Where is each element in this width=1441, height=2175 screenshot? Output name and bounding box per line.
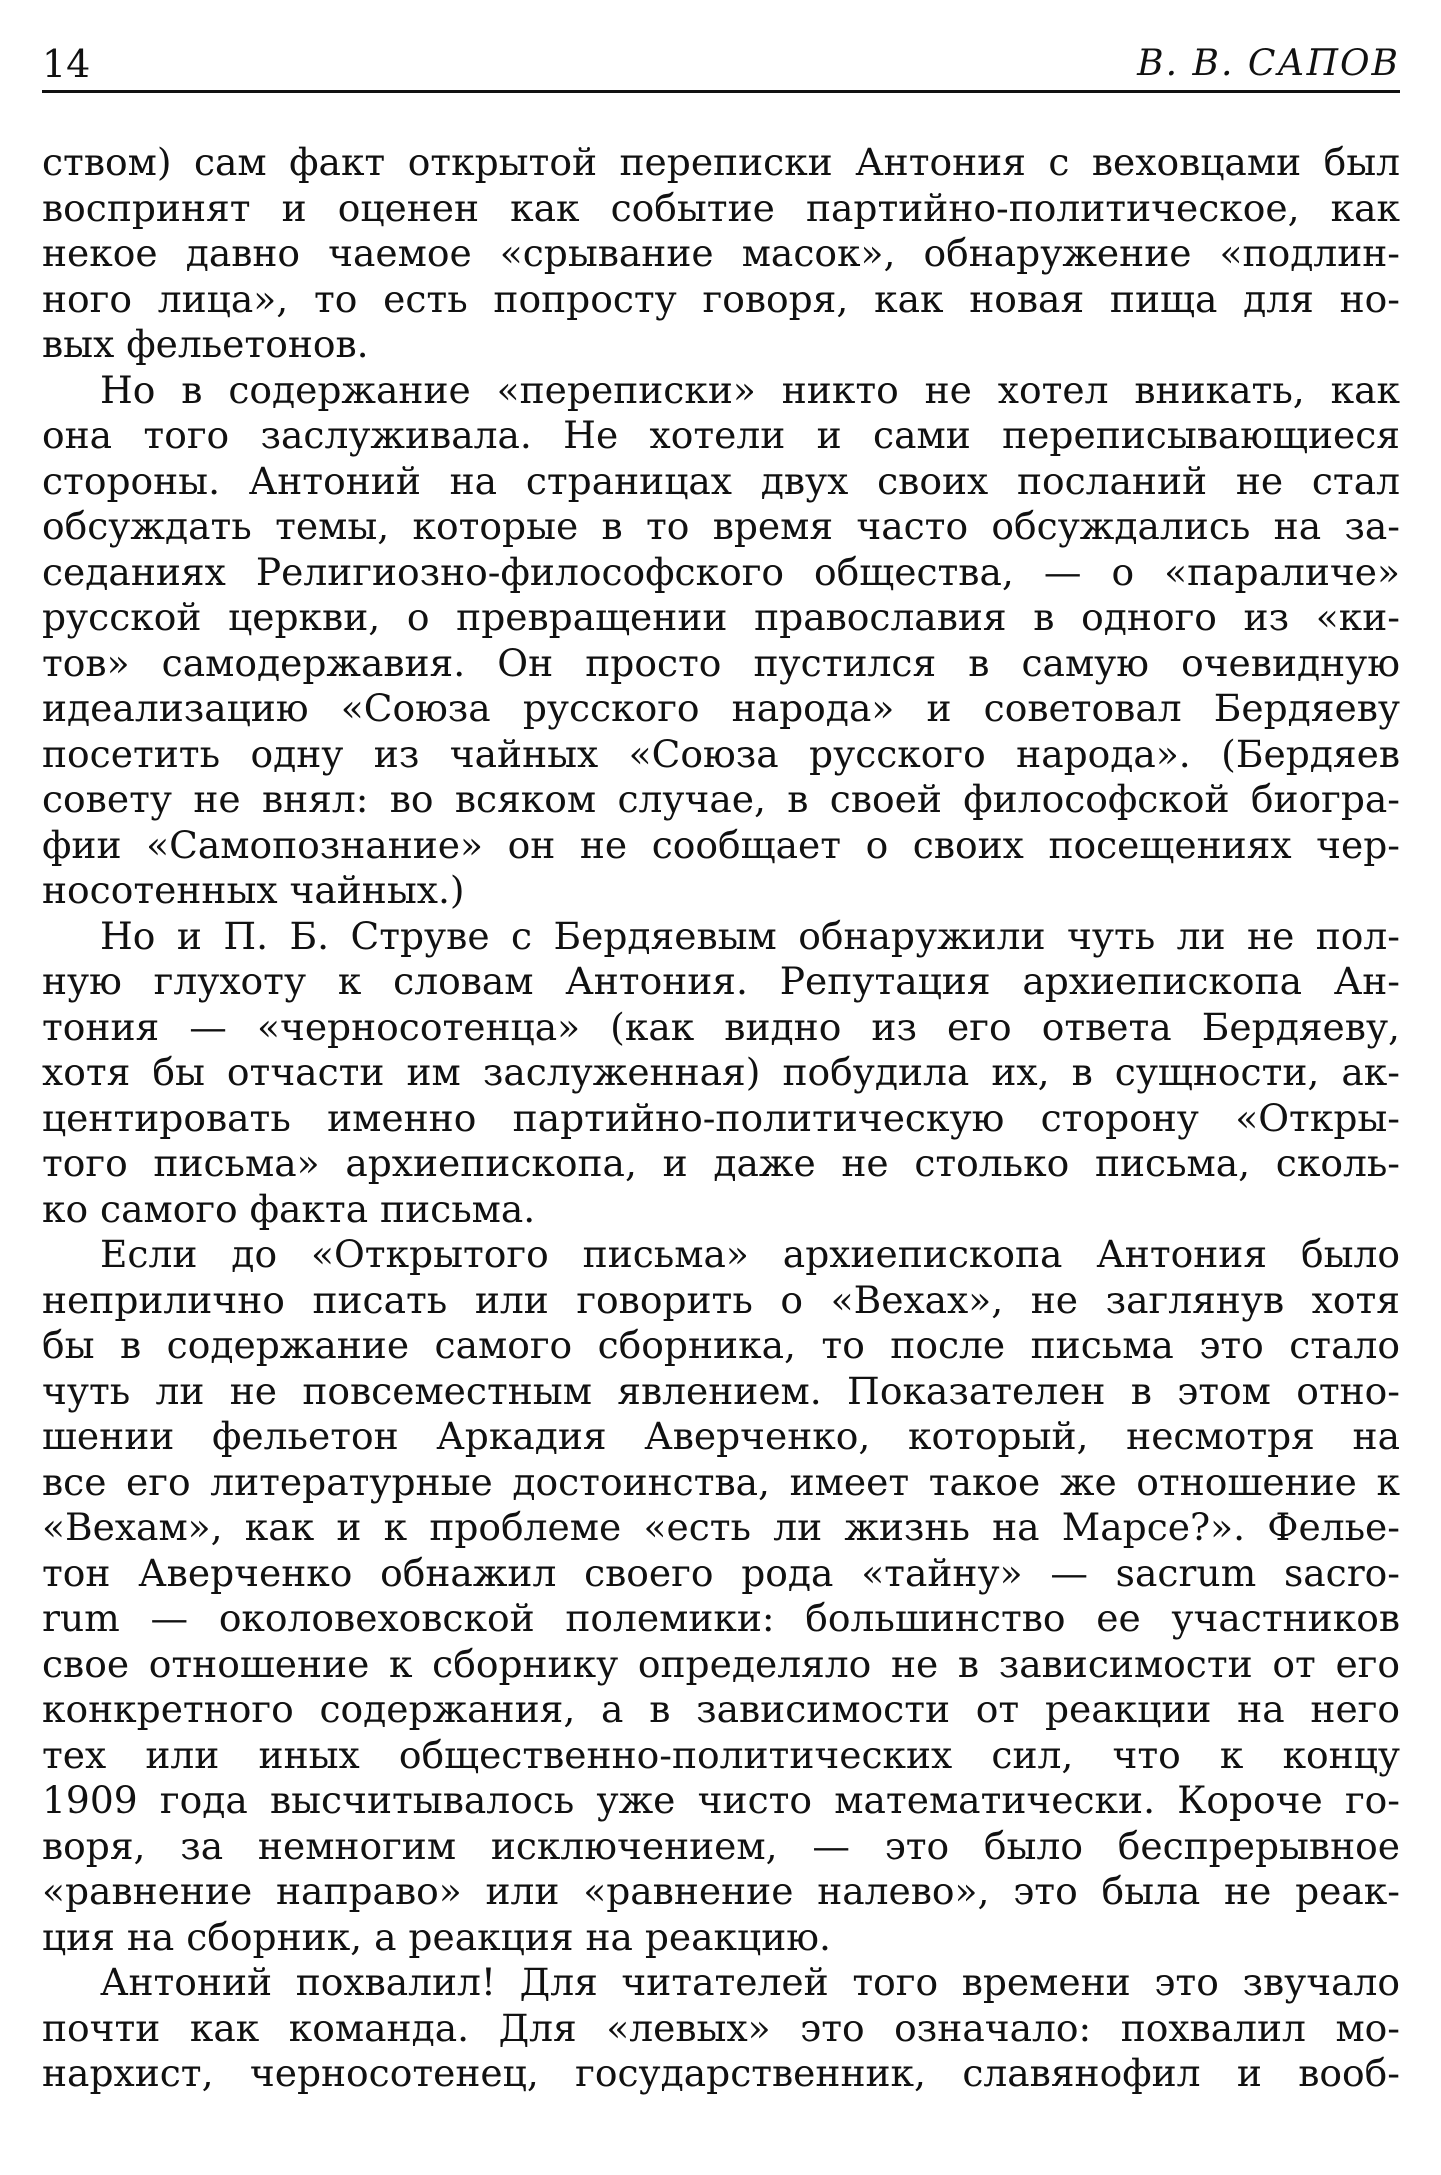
- paragraph: [42, 914, 1400, 1233]
- text-line: посетить одну из чайных «Союза русского народа». (Бердяев: [42, 731, 1400, 776]
- text-line: обсуждать темы, которые в то время часто обсуждались на за-: [42, 504, 1400, 548]
- text-line: идеализацию «Союза русского народа» и советовал Бердяеву: [42, 686, 1400, 730]
- text-line: 1909 года высчитывалось уже чисто математически. Короче го-: [42, 1778, 1400, 1822]
- text-line: того письма» архиепископа, и даже не столько письма, сколь-: [42, 1141, 1400, 1185]
- text-line: вых фельетонов.: [42, 322, 369, 366]
- header-rule: [42, 90, 1400, 93]
- text-line: некое давно чаемое «срывание масок», обнаружение «подлин-: [42, 231, 1400, 275]
- text-line: чуть ли не повсеместным явлением. Показателен в этом отно-: [42, 1368, 1400, 1413]
- text-line: «Вехам», как и к проблеме «есть ли жизнь на Марсе?». Фелье-: [42, 1505, 1400, 1549]
- text-line: тех или иных общественно-политических сил, что к концу: [42, 1732, 1400, 1777]
- text-line: носотенных чайных.): [42, 868, 465, 912]
- text-line: «равнение направо» или «равнение налево», это была не реак-: [42, 1869, 1400, 1913]
- text-line: тон Аверченко обнажил своего рода «тайну» — sacrum sacro-: [42, 1550, 1400, 1595]
- text-line: совету не внял: во всяком случае, в своей философской биогра-: [42, 777, 1400, 821]
- text-line: ством) сам факт открытой переписки Антония с веховцами был: [42, 140, 1400, 184]
- text-line: неприлично писать или говорить о «Вехах», не заглянув хотя: [42, 1277, 1400, 1322]
- text-line: стороны. Антоний на страницах двух своих посланий не стал: [42, 458, 1400, 503]
- text-line: свое отношение к сборнику определяло не в зависимости от его: [42, 1641, 1400, 1686]
- text-line: тов» самодержавия. Он просто пустился в самую очевидную: [42, 640, 1400, 685]
- text-line: воспринят и оценен как событие партийно-политическое, как: [42, 185, 1400, 230]
- text-line: бы в содержание самого сборника, то после письма это стало: [42, 1323, 1400, 1367]
- text-line: Антоний похвалил! Для читателей того времени это звучало: [100, 1960, 1400, 2004]
- text-line: все его литературные достоинства, имеет такое же отношение к: [42, 1459, 1400, 1504]
- text-line: тония — «черносотенца» (как видно из его ответа Бердяеву,: [42, 1004, 1400, 1049]
- text-line: она того заслуживала. Не хотели и сами переписывающиеся: [42, 413, 1400, 457]
- text-line: ция на сборник, а реакция на реакцию.: [42, 1914, 831, 1959]
- text-line: русской церкви, о превращении православия в одного из «ки-: [42, 595, 1400, 639]
- text-line: почти как команда. Для «левых» это означало: похвалил мо-: [42, 2005, 1400, 2050]
- text-line: конкретного содержания, а в зависимости от реакции на него: [42, 1687, 1400, 1731]
- text-line: ную глухоту к словам Антония. Репутация архиепископа Ан-: [42, 959, 1400, 1003]
- page-number: 14: [42, 42, 91, 86]
- text-line: нархист, черносотенец, государственник, славянофил и вооб-: [42, 2051, 1400, 2095]
- text-line: седаниях Религиозно-философского общества, — о «параличе»: [42, 549, 1400, 594]
- text-line: фии «Самопознание» он не сообщает о своих посещениях чер-: [42, 822, 1400, 867]
- text-line: хотя бы отчасти им заслуженная) побудила их, в сущности, ак-: [42, 1050, 1400, 1094]
- paragraph: [42, 1232, 1400, 1960]
- text-line: шении фельетон Аркадия Аверченко, который, несмотря на: [42, 1414, 1400, 1458]
- text-line: воря, за немногим исключением, — это было беспрерывное: [42, 1823, 1400, 1868]
- page-header: [42, 42, 1400, 92]
- paragraph: [42, 1960, 1400, 2097]
- running-title: В. В. САПОВ: [1137, 43, 1400, 84]
- text-line: Но и П. Б. Струве с Бердяевым обнаружили чуть ли не пол-: [100, 913, 1400, 958]
- text-line: rum — околовеховской полемики: большинство ее участников: [42, 1596, 1400, 1640]
- text-body: [42, 140, 1400, 2097]
- text-line: центировать именно партийно-политическую сторону «Откры-: [42, 1095, 1400, 1140]
- paragraph: [42, 368, 1400, 914]
- text-line: ного лица», то есть попросту говоря, как новая пища для но-: [42, 276, 1400, 321]
- text-line: Но в содержание «переписки» никто не хотел вникать, как: [100, 367, 1400, 412]
- text-line: ко самого факта письма.: [42, 1186, 536, 1231]
- text-line: Если до «Открытого письма» архиепископа Антония было: [100, 1232, 1400, 1276]
- paragraph: [42, 140, 1400, 368]
